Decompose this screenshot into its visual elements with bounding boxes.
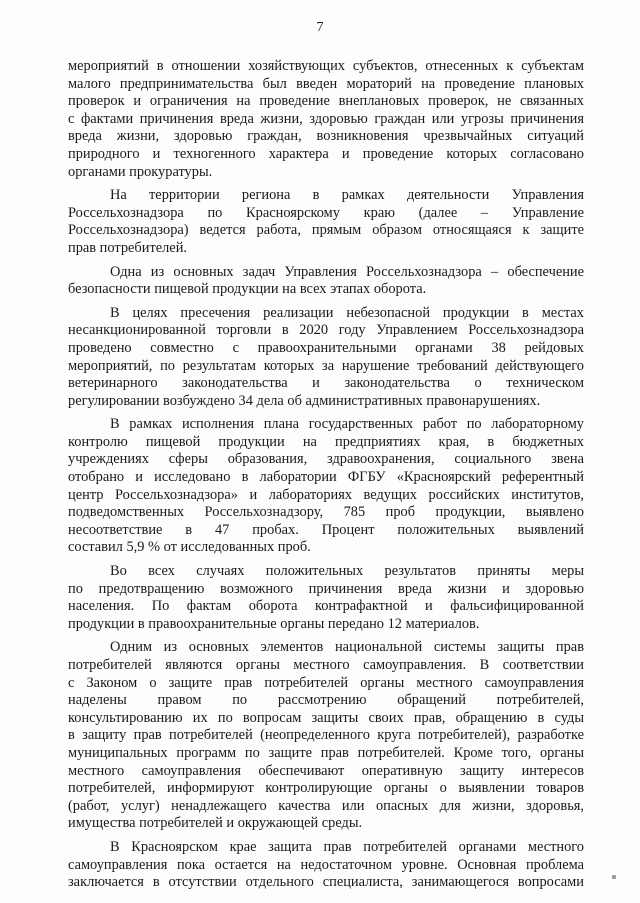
paragraph-raids	[68, 305, 584, 411]
text-line: несанкционированной торговли в 2020 году Управлением Россельхознадзора	[68, 322, 584, 339]
text-line: по предотвращению возможного причинения вреда жизни и здоровью	[68, 580, 584, 597]
text-line: природного и техногенного характера и проведение которых согласовано	[68, 145, 584, 162]
paragraph-krasnoyarsk-protection	[68, 839, 584, 892]
paragraph-main-tasks	[68, 264, 584, 299]
text-line: Россельхознадзора по Красноярскому краю (далее – Управление	[68, 204, 584, 221]
page-number: 7	[316, 20, 324, 35]
text-line: вреда жизни, здоровью граждан, возникновения чрезвычайных ситуаций	[68, 128, 584, 145]
text-line: прав потребителей.	[68, 239, 187, 256]
text-line: Одна из основных задач Управления Россельхознадзора – обеспечение	[110, 263, 584, 280]
text-line: потребителей являются органы местного самоуправления. В соответствии	[68, 657, 584, 673]
text-line: в защиту прав потребителей (неопределенного круга потребителей), разработке	[68, 727, 584, 744]
paragraph-moratorium	[68, 58, 584, 181]
paragraph-local-government	[68, 639, 584, 833]
text-line: В рамках исполнения плана государственных работ по лабораторному	[110, 416, 584, 433]
text-line: несоответствие в 47 пробах. Процент положительных выявлений	[68, 521, 584, 538]
paragraph-rosselkhoznadzor-work	[68, 187, 584, 257]
text-line: проведено совместно с правоохранительными органами 38 рейдовых	[68, 339, 584, 356]
text-line: подведомственных Россельхознадзору, 785 проб продукции, выявлено	[68, 504, 584, 521]
text-line: контролю пищевой продукции на предприятиях края, в бюджетных	[68, 433, 584, 450]
text-line: проверок и ограничения на проведение внеплановых проверок, не связанных	[68, 93, 584, 110]
text-line: продукции в правоохранительные органы передано 12 материалов.	[68, 615, 480, 632]
text-line: потребителей, информируют контролирующие органы о выявлении товаров	[68, 780, 584, 797]
text-line: регулировании возбуждено 34 дела об административных правонарушениях.	[68, 392, 541, 409]
scan-mark	[612, 875, 616, 879]
text-line: местного самоуправления обеспечивают оперативную защиту интересов	[68, 762, 584, 779]
text-line: В целях пресечения реализации небезопасной продукции в местах	[110, 304, 584, 321]
text-line: консультированию их по вопросам защиты своих прав, обращению в суды	[68, 709, 584, 726]
text-line: наделены правом по рассмотрению обращений потребителей,	[68, 692, 584, 709]
text-line: Одним из основных элементов национальной системы защиты прав	[110, 639, 584, 656]
text-line: мероприятий в отношении хозяйствующих субъектов, отнесенных к субъектам	[68, 58, 584, 74]
text-line: центр Россельхознадзора» и лабораториях ведущих российских институтов,	[68, 486, 584, 503]
text-line: имущества потребителей и окружающей среды.	[68, 815, 363, 832]
text-line: безопасности пищевой продукции на всех этапах оборота.	[68, 281, 427, 298]
paragraph-measures	[68, 563, 584, 633]
text-line: Россельхознадзора) ведется работа, прямым образом относящаяся к защите	[68, 222, 584, 239]
text-line: Во всех случаях положительных результатов приняты меры	[110, 563, 584, 580]
text-line: с Законом о защите прав потребителей органы местного самоуправления	[68, 674, 584, 691]
text-line: На территории региона в рамках деятельности Управления	[110, 187, 584, 204]
text-line: муниципальных программ по защите прав потребителей. Кроме того, органы	[68, 744, 584, 761]
text-line: (работ, услуг) ненадлежащего качества или опасных для жизни, здоровья,	[68, 797, 584, 814]
paragraph-lab-control	[68, 416, 584, 557]
document-body	[68, 58, 584, 892]
text-line: мероприятий, по результатам которых за нарушение требований действующего	[68, 357, 584, 374]
text-line: заключается в отсутствии отдельного специалиста, занимающегося вопросами	[68, 874, 584, 891]
text-line: самоуправления пока остается на недостаточном уровне. Основная проблема	[68, 856, 584, 873]
text-line: ветеринарного законодательства и законодательства о техническом	[68, 375, 584, 392]
text-line: составил 5,9 % от исследованных проб.	[68, 539, 311, 556]
text-line: малого предпринимательства был введен мораторий на проведение плановых	[68, 75, 584, 92]
text-line: В Красноярском крае защита прав потребителей органами местного	[110, 838, 584, 855]
text-line: учреждениях сферы образования, здравоохранения, социального звена	[68, 451, 584, 468]
text-line: отобрано и исследовано в лаборатории ФГБУ «Красноярский референтный	[68, 469, 584, 486]
text-line: органами прокуратуры.	[68, 163, 213, 180]
text-line: с фактами причинения вреда жизни, здоровью граждан или угрозы причинения	[68, 110, 584, 127]
text-line: населения. По фактам оборота контрафактной и фальсифицированной	[68, 598, 584, 615]
